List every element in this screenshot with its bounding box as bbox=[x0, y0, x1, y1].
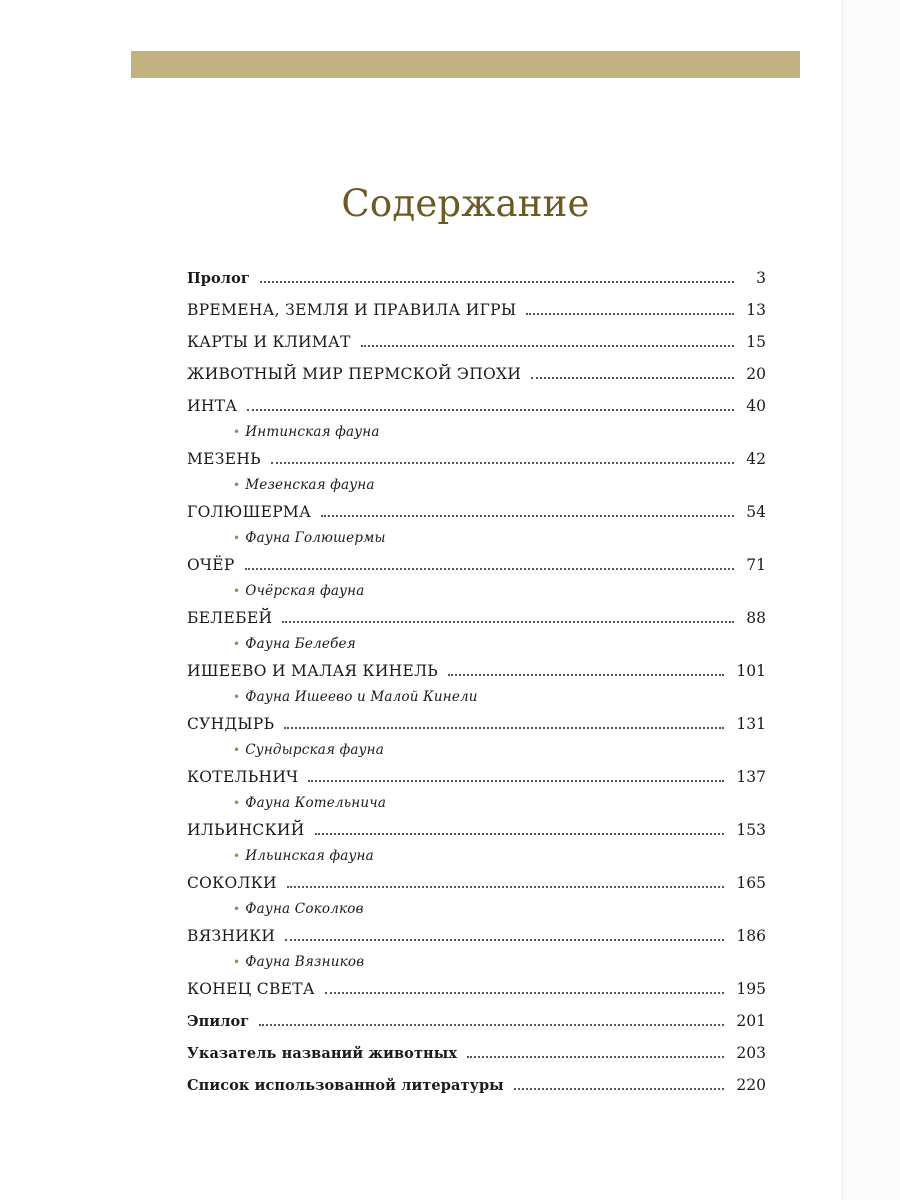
toc-subentry bbox=[187, 581, 766, 602]
dot-leader bbox=[514, 1088, 725, 1090]
table-of-contents bbox=[187, 262, 766, 1101]
toc-entry[interactable] bbox=[187, 1037, 766, 1069]
toc-entry[interactable] bbox=[187, 390, 766, 443]
toc-subentry-title: Мезенская фауна bbox=[245, 477, 375, 493]
toc-subentry-title: Фауна Ишеево и Малой Кинели bbox=[245, 689, 478, 705]
toc-entry-title: БЕЛЕБЕЙ bbox=[187, 609, 273, 627]
bullet-icon: • bbox=[233, 584, 241, 598]
dot-leader bbox=[271, 462, 734, 464]
dot-leader bbox=[526, 313, 734, 315]
dot-leader bbox=[284, 727, 724, 729]
dot-leader bbox=[325, 992, 724, 994]
header-accent-bar bbox=[131, 51, 800, 78]
toc-row[interactable] bbox=[187, 549, 766, 581]
toc-page-number: 165 bbox=[736, 874, 766, 892]
dot-leader bbox=[260, 281, 734, 283]
dot-leader bbox=[315, 833, 725, 835]
toc-subentry bbox=[187, 846, 766, 867]
toc-subentry bbox=[187, 634, 766, 655]
toc-entry[interactable] bbox=[187, 602, 766, 655]
toc-row[interactable] bbox=[187, 973, 766, 1005]
toc-row[interactable] bbox=[187, 867, 766, 899]
bullet-icon: • bbox=[233, 796, 241, 810]
toc-page-number: 88 bbox=[746, 609, 766, 627]
toc-entry-title: ВРЕМЕНА, ЗЕМЛЯ И ПРАВИЛА ИГРЫ bbox=[187, 301, 517, 319]
toc-subentry bbox=[187, 899, 766, 920]
toc-entry[interactable] bbox=[187, 496, 766, 549]
toc-entry-title: ИШЕЕВО И МАЛАЯ КИНЕЛЬ bbox=[187, 662, 439, 680]
toc-entry-title: Пролог bbox=[187, 270, 250, 287]
toc-entry-title: Список использованной литературы bbox=[187, 1077, 504, 1094]
toc-row[interactable] bbox=[187, 920, 766, 952]
toc-entry-title: Указатель названий животных bbox=[187, 1045, 458, 1062]
toc-page-number: 220 bbox=[736, 1076, 766, 1094]
toc-page-number: 71 bbox=[746, 556, 766, 574]
toc-subentry-title: Фауна Голюшермы bbox=[245, 530, 386, 546]
toc-entry[interactable] bbox=[187, 814, 766, 867]
dot-leader bbox=[245, 568, 734, 570]
toc-row[interactable] bbox=[187, 262, 766, 294]
bullet-icon: • bbox=[233, 690, 241, 704]
toc-row[interactable] bbox=[187, 390, 766, 422]
bullet-icon: • bbox=[233, 425, 241, 439]
toc-page-number: 54 bbox=[746, 503, 766, 521]
toc-page-number: 101 bbox=[736, 662, 766, 680]
toc-entry[interactable] bbox=[187, 326, 766, 358]
toc-row[interactable] bbox=[187, 655, 766, 687]
toc-subentry-title: Фауна Котельнича bbox=[245, 795, 387, 811]
dot-leader bbox=[259, 1024, 724, 1026]
toc-page-number: 195 bbox=[736, 980, 766, 998]
toc-subentry-title: Интинская фауна bbox=[245, 424, 380, 440]
page-edge bbox=[842, 0, 900, 1200]
toc-page-number: 137 bbox=[736, 768, 766, 786]
toc-page-number: 3 bbox=[756, 269, 766, 287]
toc-row[interactable] bbox=[187, 294, 766, 326]
toc-entry[interactable] bbox=[187, 761, 766, 814]
dot-leader bbox=[361, 345, 734, 347]
toc-page-number: 131 bbox=[736, 715, 766, 733]
toc-page-number: 20 bbox=[746, 365, 766, 383]
toc-page-number: 15 bbox=[746, 333, 766, 351]
toc-entry[interactable] bbox=[187, 655, 766, 708]
toc-page-number: 13 bbox=[746, 301, 766, 319]
dot-leader bbox=[285, 939, 724, 941]
toc-entry-title: КАРТЫ И КЛИМАТ bbox=[187, 333, 351, 351]
toc-entry-title: КОТЕЛЬНИЧ bbox=[187, 768, 299, 786]
dot-leader bbox=[467, 1056, 724, 1058]
toc-entry[interactable] bbox=[187, 549, 766, 602]
toc-row[interactable] bbox=[187, 1069, 766, 1101]
toc-subentry bbox=[187, 952, 766, 973]
toc-entry[interactable] bbox=[187, 358, 766, 390]
toc-subentry bbox=[187, 687, 766, 708]
toc-entry[interactable] bbox=[187, 443, 766, 496]
toc-entry-title: КОНЕЦ СВЕТА bbox=[187, 980, 315, 998]
toc-page-number: 203 bbox=[736, 1044, 766, 1062]
toc-row[interactable] bbox=[187, 358, 766, 390]
toc-entry-title: ИЛЬИНСКИЙ bbox=[187, 821, 305, 839]
toc-subentry bbox=[187, 793, 766, 814]
toc-subentry-title: Фауна Вязников bbox=[245, 954, 365, 970]
dot-leader bbox=[282, 621, 734, 623]
toc-entry[interactable] bbox=[187, 973, 766, 1005]
toc-row[interactable] bbox=[187, 602, 766, 634]
toc-page-number: 201 bbox=[736, 1012, 766, 1030]
dot-leader bbox=[287, 886, 725, 888]
toc-entry-title: ИНТА bbox=[187, 397, 238, 415]
dot-leader bbox=[247, 409, 734, 411]
toc-subentry-title: Сундырская фауна bbox=[245, 742, 385, 758]
toc-page-number: 42 bbox=[746, 450, 766, 468]
toc-entry-title: СУНДЫРЬ bbox=[187, 715, 275, 733]
toc-subentry bbox=[187, 740, 766, 761]
toc-row[interactable] bbox=[187, 814, 766, 846]
toc-entry[interactable] bbox=[187, 1005, 766, 1037]
toc-entry-title: ОЧЁР bbox=[187, 556, 235, 574]
dot-leader bbox=[308, 780, 724, 782]
bullet-icon: • bbox=[233, 902, 241, 916]
toc-entry[interactable] bbox=[187, 294, 766, 326]
toc-subentry-title: Ильинская фауна bbox=[245, 848, 374, 864]
bullet-icon: • bbox=[233, 849, 241, 863]
toc-row[interactable] bbox=[187, 1037, 766, 1069]
toc-entry[interactable] bbox=[187, 920, 766, 973]
toc-entry-title: МЕЗЕНЬ bbox=[187, 450, 261, 468]
toc-row[interactable] bbox=[187, 326, 766, 358]
toc-entry-title: ЖИВОТНЫЙ МИР ПЕРМСКОЙ ЭПОХИ bbox=[187, 365, 522, 383]
toc-row[interactable] bbox=[187, 708, 766, 740]
toc-subentry bbox=[187, 475, 766, 496]
toc-entry[interactable] bbox=[187, 262, 766, 294]
toc-entry-title: ВЯЗНИКИ bbox=[187, 927, 276, 945]
toc-page-number: 40 bbox=[746, 397, 766, 415]
toc-entry[interactable] bbox=[187, 867, 766, 920]
toc-page-number: 186 bbox=[736, 927, 766, 945]
toc-page-number: 153 bbox=[736, 821, 766, 839]
toc-subentry-title: Фауна Белебея bbox=[245, 636, 356, 652]
dot-leader bbox=[448, 674, 724, 676]
toc-entry[interactable] bbox=[187, 1069, 766, 1101]
bullet-icon: • bbox=[233, 478, 241, 492]
bullet-icon: • bbox=[233, 955, 241, 969]
toc-entry-title: Эпилог bbox=[187, 1013, 250, 1030]
toc-subentry bbox=[187, 422, 766, 443]
toc-subentry-title: Фауна Соколков bbox=[245, 901, 364, 917]
toc-subentry-title: Очёрская фауна bbox=[245, 583, 365, 599]
toc-entry-title: ГОЛЮШЕРМА bbox=[187, 503, 312, 521]
bullet-icon: • bbox=[233, 531, 241, 545]
toc-row[interactable] bbox=[187, 443, 766, 475]
toc-subentry bbox=[187, 528, 766, 549]
toc-row[interactable] bbox=[187, 761, 766, 793]
page-title: Содержание bbox=[341, 182, 590, 225]
dot-leader bbox=[321, 515, 734, 517]
bullet-icon: • bbox=[233, 637, 241, 651]
toc-entry-title: СОКОЛКИ bbox=[187, 874, 277, 892]
toc-row[interactable] bbox=[187, 1005, 766, 1037]
toc-row[interactable] bbox=[187, 496, 766, 528]
toc-entry[interactable] bbox=[187, 708, 766, 761]
bullet-icon: • bbox=[233, 743, 241, 757]
dot-leader bbox=[531, 377, 734, 379]
